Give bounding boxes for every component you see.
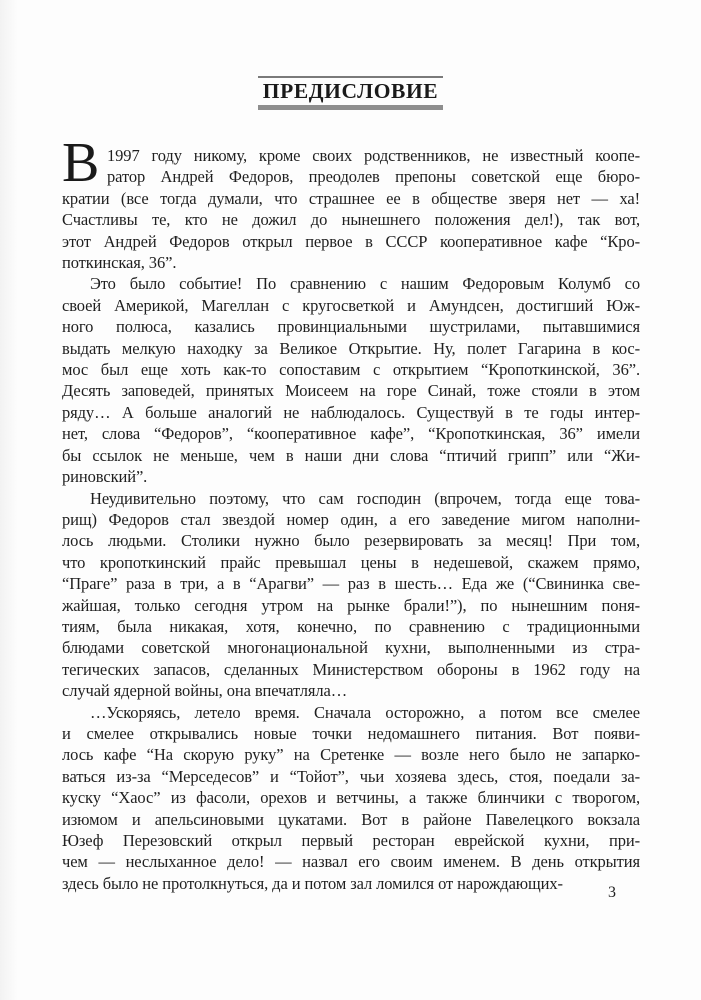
text-line: бы ссылок не меньше, чем в наши дни слова “птичий грипп” или “Жи- — [62, 445, 640, 465]
text-line: Неудивительно поэтому, что сам господин (впрочем, тогда еще това- — [90, 488, 640, 508]
text-line: Десять заповедей, принятых Моисеем на горе Синай, тоже стояли в этом — [62, 381, 640, 401]
text-line: ратор Андрей Федоров, преодолев препоны советской еще бюро- — [107, 167, 640, 187]
paragraph — [62, 488, 640, 702]
text-line: …Ускоряясь, летело время. Сначала осторожно, а потом все смелее — [90, 702, 640, 722]
text-line: и смелее открывались новые точки недомашнего питания. Вот появи- — [62, 723, 640, 743]
text-line: лось кафе “На скорую руку” на Сретенке — возле него было не запарко- — [62, 745, 640, 765]
text-line: что кропоткинский прайс превышал цены в недешевой, скажем прямо, — [62, 552, 640, 572]
chapter-heading-box — [258, 76, 443, 110]
text-line: рищ) Федоров стал звездой номер один, а его заведение мигом наполни- — [62, 509, 640, 529]
text-line: жайшая, только сегодня утром на рынке брали!”), по нынешним поня- — [62, 595, 640, 615]
text-line: выдать мелкую находку за Великое Открытие. Ну, полет Гагарина в кос- — [62, 338, 640, 358]
text-line: ваться из-за “Мерседесов” и “Тойот”, чьи хозяева здесь, стоя, поедали за- — [62, 766, 640, 786]
text-line: риновский”. — [62, 467, 148, 487]
text-line: ного полюса, казались провинциальными шустрилами, пытавшимися — [62, 317, 640, 337]
text-line: Счастливы те, кто не дожил до нынешнего положения дел!), так вот, — [62, 210, 640, 230]
text-line: блюдами советской многонациональной кухни, выполненными из стра- — [62, 638, 640, 658]
text-line: кратии (все тогда думали, что страшнее ее в обществе зверя нет — ха! — [62, 188, 640, 208]
text-line: случай ядерной войны, она впечатляла… — [62, 681, 348, 701]
paragraph — [62, 702, 640, 895]
text-block — [62, 132, 640, 894]
text-line: своей Америкой, Магеллан с кругосветкой и Амундсен, достигший Юж- — [62, 295, 640, 315]
text-line: чем — неслыханное дело! — назвал его своим именем. В день открытия — [62, 852, 640, 872]
text-line: тегических запасов, сделанных Министерством обороны в 1962 году на — [62, 659, 640, 679]
text-line: здесь было не протолкнуться, да и потом зал ломился от нарождающих- — [62, 873, 563, 893]
page-title: ПРЕДИСЛОВИЕ — [262, 79, 439, 103]
text-line: Юзеф Перезовский открыл первый ресторан еврейской кухни, при- — [62, 831, 640, 850]
paragraph — [62, 273, 640, 487]
text-line: ряду… А больше аналогий не наблюдалось. Существуй в те годы интер- — [62, 402, 640, 422]
text-line: куску “Хаос” из фасоли, орехов и ветчины, а также блинчики с творогом, — [62, 788, 640, 808]
paragraph — [62, 132, 640, 273]
title-top-rule — [258, 76, 443, 78]
text-line: изюмом и апельсиновыми цукатами. Вот в районе Павелецкого вокзала — [62, 809, 640, 829]
text-line: лось людьми. Столики нужно было резервировать за месяц! При том, — [62, 531, 640, 551]
text-line: тиям, была никакая, хотя, конечно, по сравнению с традиционными — [62, 616, 640, 636]
chapter-heading — [0, 76, 701, 110]
text-line: нет, слова “Федоров”, “кооперативное кафе”, “Кропоткинская, 36” имели — [62, 424, 640, 444]
drop-cap: В — [62, 132, 100, 194]
title-bottom-bar — [258, 105, 443, 110]
text-line: 1997 году никому, кроме своих родственников, не известный коопе- — [107, 146, 640, 165]
page-edge-shadow — [0, 0, 18, 1000]
text-line: мос был еще хоть как-то сопоставим с открытием “Кропоткинской, 36”. — [62, 360, 640, 380]
text-line: этот Андрей Федоров открыл первое в СССР кооперативное кафе “Кро- — [62, 231, 640, 251]
text-line: “Праге” раза в три, а в “Арагви” — раз в шесть… Еда же (“Свининка све- — [62, 574, 640, 594]
text-line: Это было событие! По сравнению с нашим Федоровым Колумб со — [90, 274, 640, 294]
text-line: поткинская, 36”. — [62, 253, 177, 273]
page-number: 3 — [608, 884, 616, 901]
